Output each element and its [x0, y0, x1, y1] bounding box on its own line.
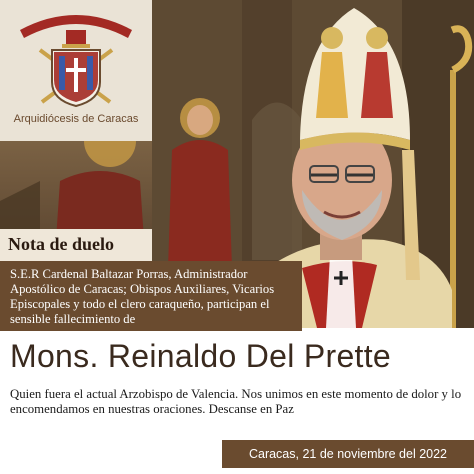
deceased-name: Mons. Reinaldo Del Prette	[10, 338, 392, 374]
logo-caption: Arquidiócesis de Caracas	[13, 113, 139, 125]
heading-title: Nota de duelo	[8, 234, 115, 254]
coat-of-arms-icon	[0, 0, 152, 110]
archdiocese-logo	[0, 0, 152, 141]
date-box	[222, 440, 474, 468]
body-text: Quien fuera el actual Arzobispo de Valencia. Nos unimos en este momento de dolor y lo encomendamos en nuestras oraciones. Descanse en Paz	[10, 387, 462, 416]
message-text: S.E.R Cardenal Baltazar Porras, Administrador Apostólico de Caracas; Obispos Auxiliares, Vicarios Episcopales y todo el clero caraqueño, participan el sensible fallecimiento de	[10, 267, 275, 326]
date-text: Caracas, 21 de noviembre del 2022	[248, 447, 448, 461]
message-box	[0, 261, 302, 331]
heading-box	[0, 229, 152, 261]
